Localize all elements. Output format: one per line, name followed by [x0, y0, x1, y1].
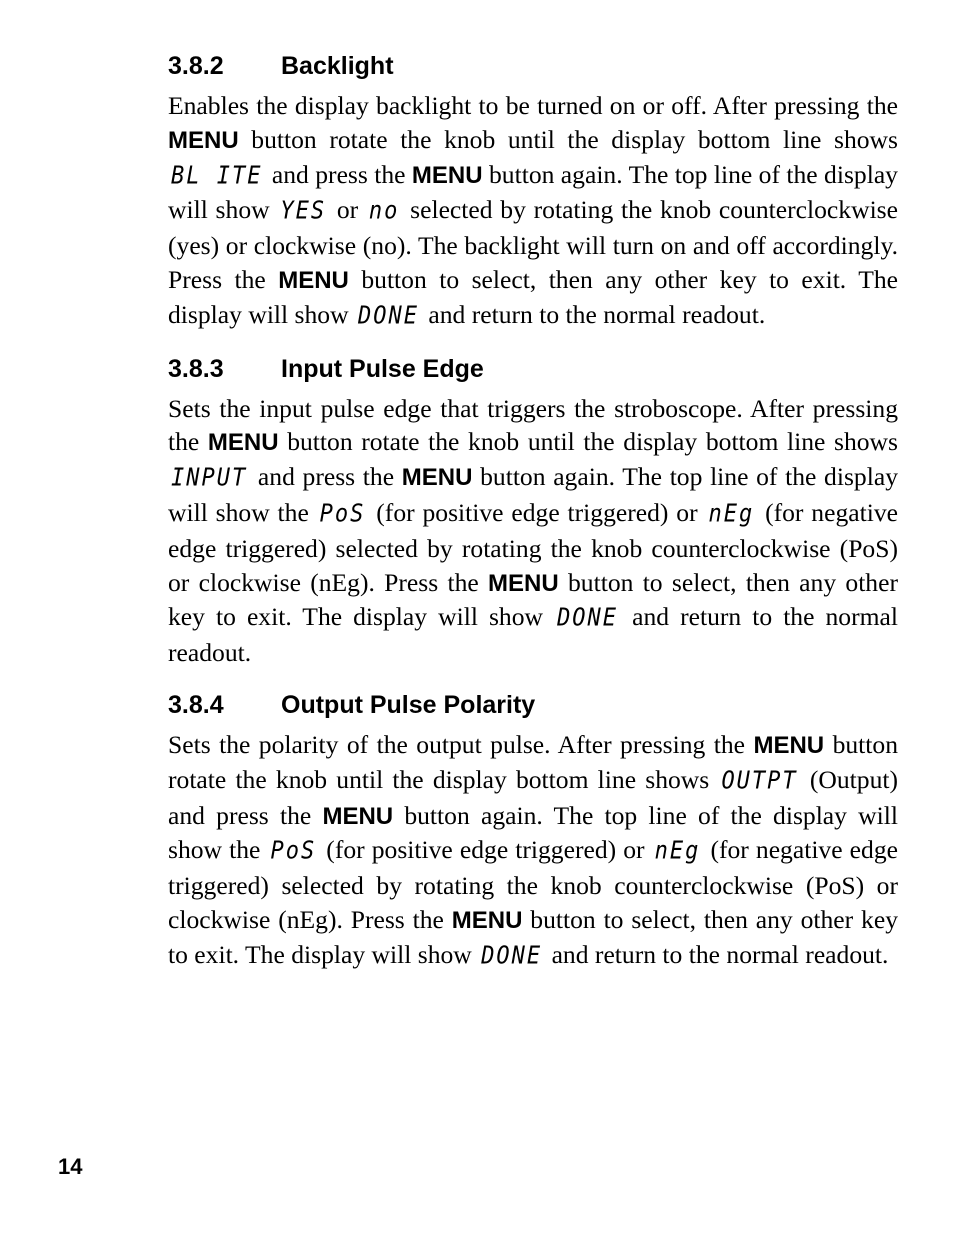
lcd-readout: no	[368, 197, 400, 226]
lcd-readout: INPUT	[171, 464, 248, 493]
section-backlight	[168, 48, 898, 334]
page-number: 14	[58, 1154, 83, 1179]
section-number: 3.8.4	[168, 690, 224, 719]
section-heading	[168, 687, 898, 723]
menu-button-label: MENU	[411, 161, 483, 189]
lcd-readout: PoS	[319, 500, 366, 529]
lcd-readout: OUTPT	[721, 767, 798, 796]
menu-button-label: MENU	[168, 126, 239, 154]
lcd-readout: DONE	[481, 942, 543, 971]
menu-button-label: MENU	[488, 569, 559, 597]
section-heading	[168, 351, 898, 387]
section-output-pulse-polarity	[168, 687, 898, 974]
lcd-readout: BL ITE	[171, 162, 263, 191]
section-body: Sets the input pulse edge that triggers the stroboscope. After pressing the MENU button rotate the knob until the display bottom line shows INPUT and press the MENU button again. The top line of the display will show the PoS (for positive edge triggered) or nEg (for negative edge triggered) selected by rotating the knob counterclockwise (PoS) or clockwise (nEg). Press the MENU button to select, then any other key to exit. The display will show DONE and return to the normal readout.	[168, 393, 898, 668]
document-page	[168, 48, 898, 991]
lcd-readout: nEg	[708, 500, 755, 529]
menu-button-label: MENU	[753, 731, 825, 759]
lcd-readout: DONE	[557, 604, 619, 633]
menu-button-label: MENU	[322, 802, 394, 830]
lcd-readout: PoS	[270, 837, 317, 866]
menu-button-label: MENU	[207, 429, 279, 457]
menu-button-label: MENU	[278, 266, 349, 294]
section-title: Output Pulse Polarity	[281, 690, 536, 719]
lcd-readout: YES	[280, 197, 327, 226]
section-number: 3.8.2	[168, 52, 224, 80]
section-body: Enables the display backlight to be turned on or off. After pressing the MENU button rotate the knob until the display bottom line shows BL ITE and press the MENU button again. The top line of the display will show YES or no selected by rotating the knob counterclockwise (yes) or clockwise (no). The backlight will turn on and off accordingly. Press the MENU button to select, then any other key to exit. The display will show DONE and return to the normal readout.	[168, 89, 898, 334]
menu-button-label: MENU	[451, 906, 523, 934]
section-number: 3.8.3	[168, 354, 224, 383]
menu-button-label: MENU	[401, 464, 473, 492]
section-body: Sets the polarity of the output pulse. After pressing the MENU button rotate the knob until the display bottom line shows OUTPT (Output) and press the MENU button again. The top line of the display will show the PoS (for positive edge triggered) or nEg (for negative edge triggered) selected by rotating the knob counterclockwise (PoS) or clockwise (nEg). Press the MENU button to select, then any other key to exit. The display will show DONE and return to the normal readout.	[168, 728, 898, 974]
lcd-readout: DONE	[357, 302, 419, 331]
section-heading	[168, 48, 898, 84]
section-input-pulse-edge	[168, 351, 898, 670]
section-title: Input Pulse Edge	[281, 354, 484, 383]
lcd-readout: nEg	[654, 837, 701, 866]
section-title: Backlight	[281, 52, 394, 80]
